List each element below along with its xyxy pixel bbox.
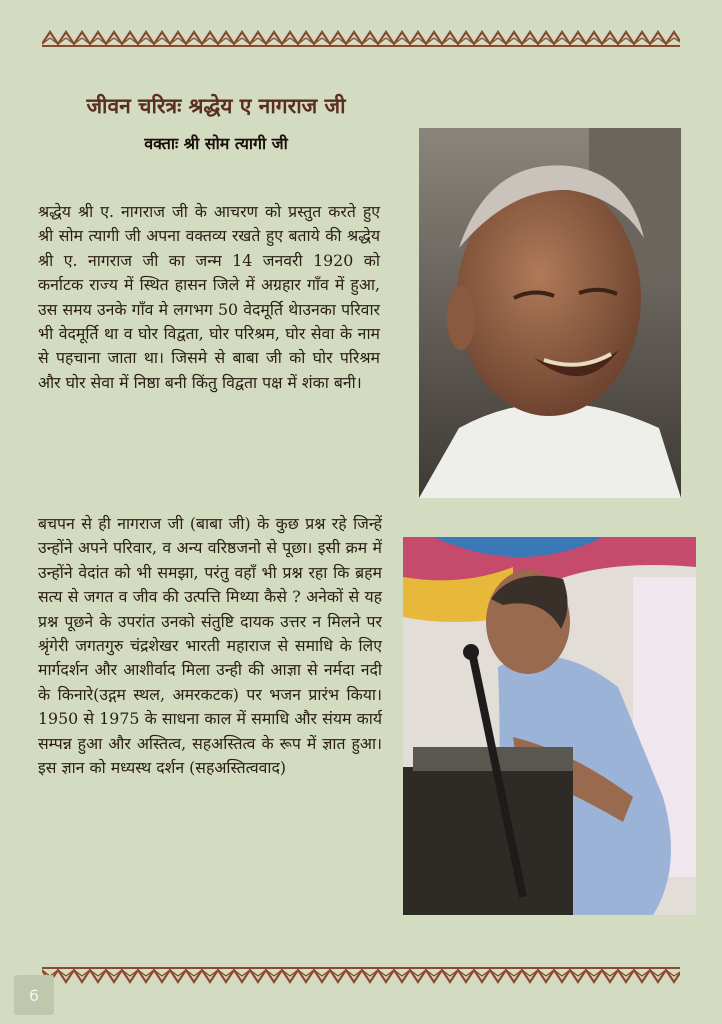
portrait-photo-nagraj — [419, 128, 681, 498]
top-decorative-border — [42, 26, 680, 48]
body-paragraph-1: श्रद्धेय श्री ए. नागराज जी के आचरण को प्रस्तुत करते हुए श्री सोम त्यागी जी अपना वक्तव्य रखते हुए बताये की श्रद्धेय श्री ए. नागराज जी का जन्म 14 जनवरी 1920 को कर्नाटक राज्य में स्थित हासन जिले में अग्रहार गाँव में हुआ, उस समय उनके गाँव मे लगभग 50 वेदमूर्ति थेाउनका परिवार भी वेदमूर्ति था व घोर विद्वता, घोर परिश्रम, घोर सेवा के नाम से पहचाना जाता था। जिसमे से बाबा जी को घोर परिश्रम और घोर सेवा में निष्ठा बनी किंतु विद्वता पक्ष में शंका बनी। — [38, 202, 380, 392]
page-title: जीवन चरित्रः श्रद्धेय ए नागराज जी — [86, 93, 346, 118]
speaker-photo-som-tyagi — [403, 537, 696, 915]
page-number: 6 — [14, 975, 54, 1015]
speaker-subtitle: वक्ताः श्री सोम त्यागी जी — [144, 134, 288, 153]
bottom-decorative-border — [42, 966, 680, 988]
body-paragraph-2: बचपन से ही नागराज जी (बाबा जी) के कुछ प्रश्न रहे जिन्हें उन्होंने अपने परिवार, व अन्य वरिष्ठजनो से पूछा। इसी क्रम में उन्होंने वेदांत को भी समझा, परंतु वहाँ भी प्रश्न रहा कि ब्रहम सत्य से जगत व जीव की उत्पत्ति मिथ्या कैसे ? अनेकों से यह प्रश्न पूछने के उपरांत उनको संतुष्टि दायक उत्तर न मिलने पर श्रृंगेरी जगतगुरु चंद्रशेखर भारती महाराज से समाधि के लिए मार्गदर्शन और आशीर्वाद मिला उन्ही की आज्ञा से नर्मदा नदी के किनारे(उद्गम स्थल, अमरकटक) पर भजन प्रारंभ किया। 1950 से 1975 के साधना काल में समाधि और संयम कार्य सम्पन्न हुआ और अस्तित्व, सहअस्तित्व के रूप में ज्ञात हुआ। इस ज्ञान को मध्यस्थ दर्शन (सहअस्तित्ववाद) — [38, 514, 382, 778]
